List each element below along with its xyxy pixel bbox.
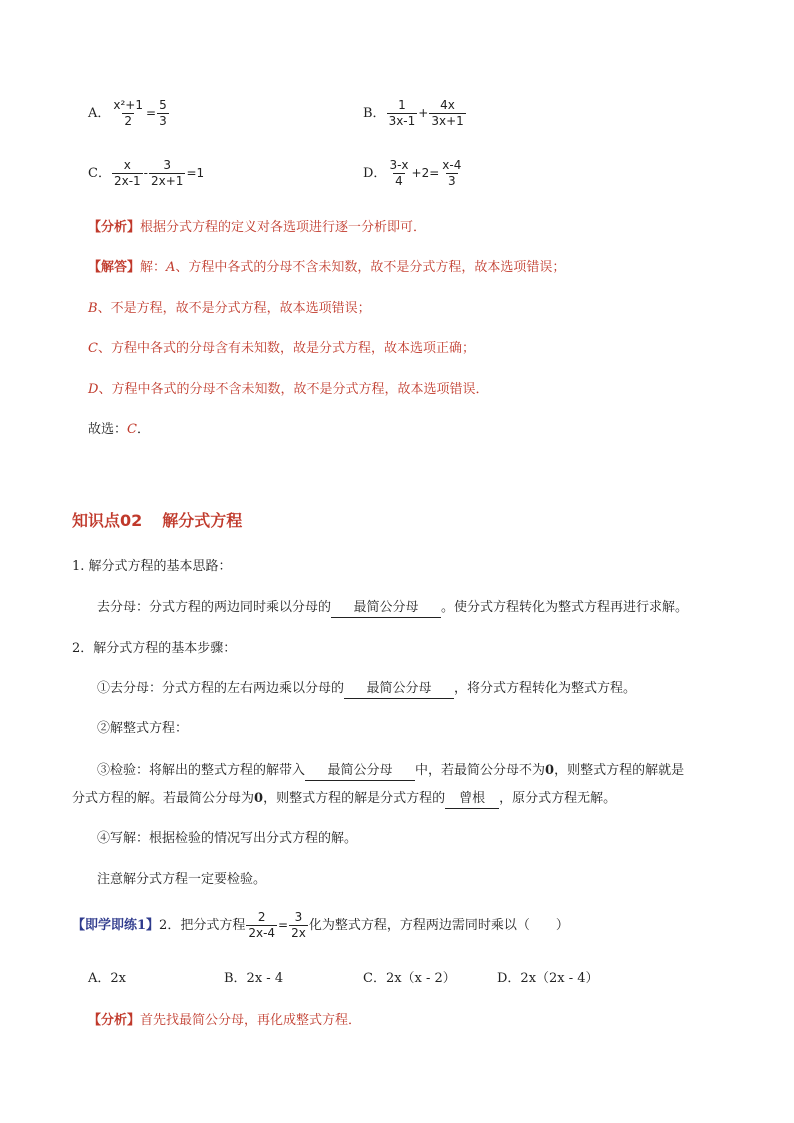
denominator: 3x+1	[431, 114, 464, 128]
option-c	[88, 158, 204, 189]
analysis-text: 根据分式方程的定义对各选项进行逐一分析即可．	[140, 220, 427, 235]
fraction	[440, 158, 463, 189]
answer-d-text: 、方程中各式的分母不含未知数，故不是分式方程，故本选项错误．	[98, 382, 489, 397]
answer-line-a	[88, 259, 565, 277]
step-3-mid: 中，若最简公分母不为	[415, 763, 546, 778]
step-3-line2-mid: ，则整式方程的解是分式方程的	[263, 791, 446, 806]
fraction	[149, 158, 185, 189]
numerator: 5	[159, 98, 167, 112]
denominator: 3	[159, 114, 167, 128]
section-heading	[72, 508, 242, 531]
step-3-line-1	[97, 762, 684, 781]
step-3-pre: ③检验：将解出的整式方程的解带入	[97, 763, 306, 778]
letter-d: D	[88, 382, 99, 397]
answer-lead: 解：	[140, 260, 167, 275]
step-3-post: ，则整式方程的解就是	[554, 763, 685, 778]
analysis-text: 首先找最简公分母，再化成整式方程．	[140, 1013, 362, 1028]
zero-value: 0	[545, 763, 555, 778]
point-1-body	[97, 599, 688, 618]
step-1	[97, 680, 636, 699]
practice-tag: 【即学即练1】	[72, 918, 160, 933]
fraction	[289, 910, 308, 941]
operator: =	[278, 918, 289, 932]
practice-option-d: D．2x（2x - 4）	[497, 971, 599, 986]
fraction	[157, 98, 169, 129]
numerator: 4x	[440, 98, 455, 112]
point-1-title: 1. 解分式方程的基本思路：	[72, 559, 232, 574]
denominator: 2x+1	[151, 174, 184, 188]
answer-line-c	[88, 340, 475, 358]
numerator: 3-x	[389, 158, 409, 172]
option-d	[363, 158, 464, 189]
practice-option-b: B．2x - 4	[224, 971, 284, 986]
note: 注意解分式方程一定要检验。	[97, 872, 267, 887]
option-a	[88, 98, 170, 129]
numerator: x-4	[442, 158, 462, 172]
letter-a: A	[166, 260, 176, 275]
option-c-label: C．	[88, 166, 111, 181]
denominator: 2	[124, 114, 133, 128]
analysis-1	[88, 219, 426, 237]
denominator: 2x-4	[248, 926, 276, 940]
numerator: x	[123, 158, 131, 172]
answer-line-b	[88, 300, 371, 318]
numerator: 2	[257, 910, 266, 924]
fraction	[111, 98, 145, 129]
answer-tag: 【解答】	[88, 260, 141, 275]
practice-pre: 2．把分式方程	[159, 918, 246, 933]
practice-option-c: C．2x（x - 2）	[363, 971, 456, 986]
option-b-label: B．	[363, 106, 386, 121]
operator: +	[418, 106, 429, 120]
numerator: 1	[398, 98, 406, 112]
fill-blank: 最简公分母	[344, 680, 454, 699]
practice-option-a: A．2x	[88, 971, 126, 986]
choice-letter: C	[127, 422, 137, 437]
step-1-post: ，将分式方程转化为整式方程。	[454, 681, 637, 696]
practice-question	[72, 910, 569, 941]
option-d-label: D．	[363, 166, 387, 181]
step-3-line2-pre: 分式方程的解。若最简公分母为	[72, 791, 255, 806]
answer-choice	[88, 421, 150, 439]
equation-tail: =1	[186, 166, 205, 180]
denominator: 3x-1	[388, 114, 416, 128]
fraction	[387, 158, 410, 189]
fraction	[387, 98, 418, 129]
step-4: ④写解：根据检验的情况写出分式方程的解。	[97, 831, 358, 846]
choice-suffix: ．	[136, 422, 150, 437]
operator: -	[143, 166, 148, 180]
operator: +2=	[411, 166, 440, 180]
denominator: 4	[395, 174, 403, 188]
letter-b: B	[88, 301, 98, 316]
zero-value: 0	[254, 791, 264, 806]
step-3-line2-post: ，原分式方程无解。	[499, 791, 617, 806]
step-2: ②解整式方程：	[97, 721, 189, 736]
fill-blank: 最简公分母	[305, 762, 415, 781]
numerator: 3	[294, 910, 303, 924]
numerator: 3	[163, 158, 172, 172]
fraction	[246, 910, 277, 941]
denominator: 2x	[291, 926, 306, 940]
step-3-line-2	[72, 790, 616, 809]
section-title: 解分式方程	[162, 511, 243, 530]
step-1-pre: ①去分母：分式方程的左右两边乘以分母的	[97, 681, 345, 696]
choice-prefix: 故选：	[88, 422, 128, 437]
answer-a-text: 、方程中各式的分母不含未知数，故不是分式方程，故本选项错误；	[175, 260, 566, 275]
fill-blank: 曾根	[445, 790, 499, 809]
point-2-title: 2．解分式方程的基本步骤：	[72, 641, 237, 656]
option-b	[363, 98, 467, 129]
fraction	[429, 98, 465, 129]
section-number: 知识点02	[72, 511, 143, 530]
point-1-post: 。使分式方程转化为整式方程再进行求解。	[441, 600, 689, 615]
fraction	[112, 158, 143, 189]
analysis-tag: 【分析】	[88, 220, 141, 235]
numerator: x²+1	[113, 98, 143, 112]
answer-line-d	[88, 381, 488, 399]
denominator: 2x-1	[113, 174, 141, 188]
operator: =	[146, 106, 157, 120]
answer-b-text: 、不是方程，故不是分式方程，故本选项错误；	[97, 301, 371, 316]
analysis-2	[88, 1012, 361, 1030]
analysis-tag: 【分析】	[88, 1013, 141, 1028]
fill-blank: 最简公分母	[331, 599, 441, 618]
option-a-label: A．	[88, 106, 111, 121]
letter-c: C	[88, 341, 98, 356]
point-1-pre: 去分母：分式方程的两边同时乘以分母的	[97, 600, 332, 615]
denominator: 3	[447, 174, 456, 188]
practice-post: 化为整式方程，方程两边需同时乘以（ ）	[308, 918, 569, 933]
answer-c-text: 、方程中各式的分母含有未知数，故是分式方程，故本选项正确；	[97, 341, 475, 356]
